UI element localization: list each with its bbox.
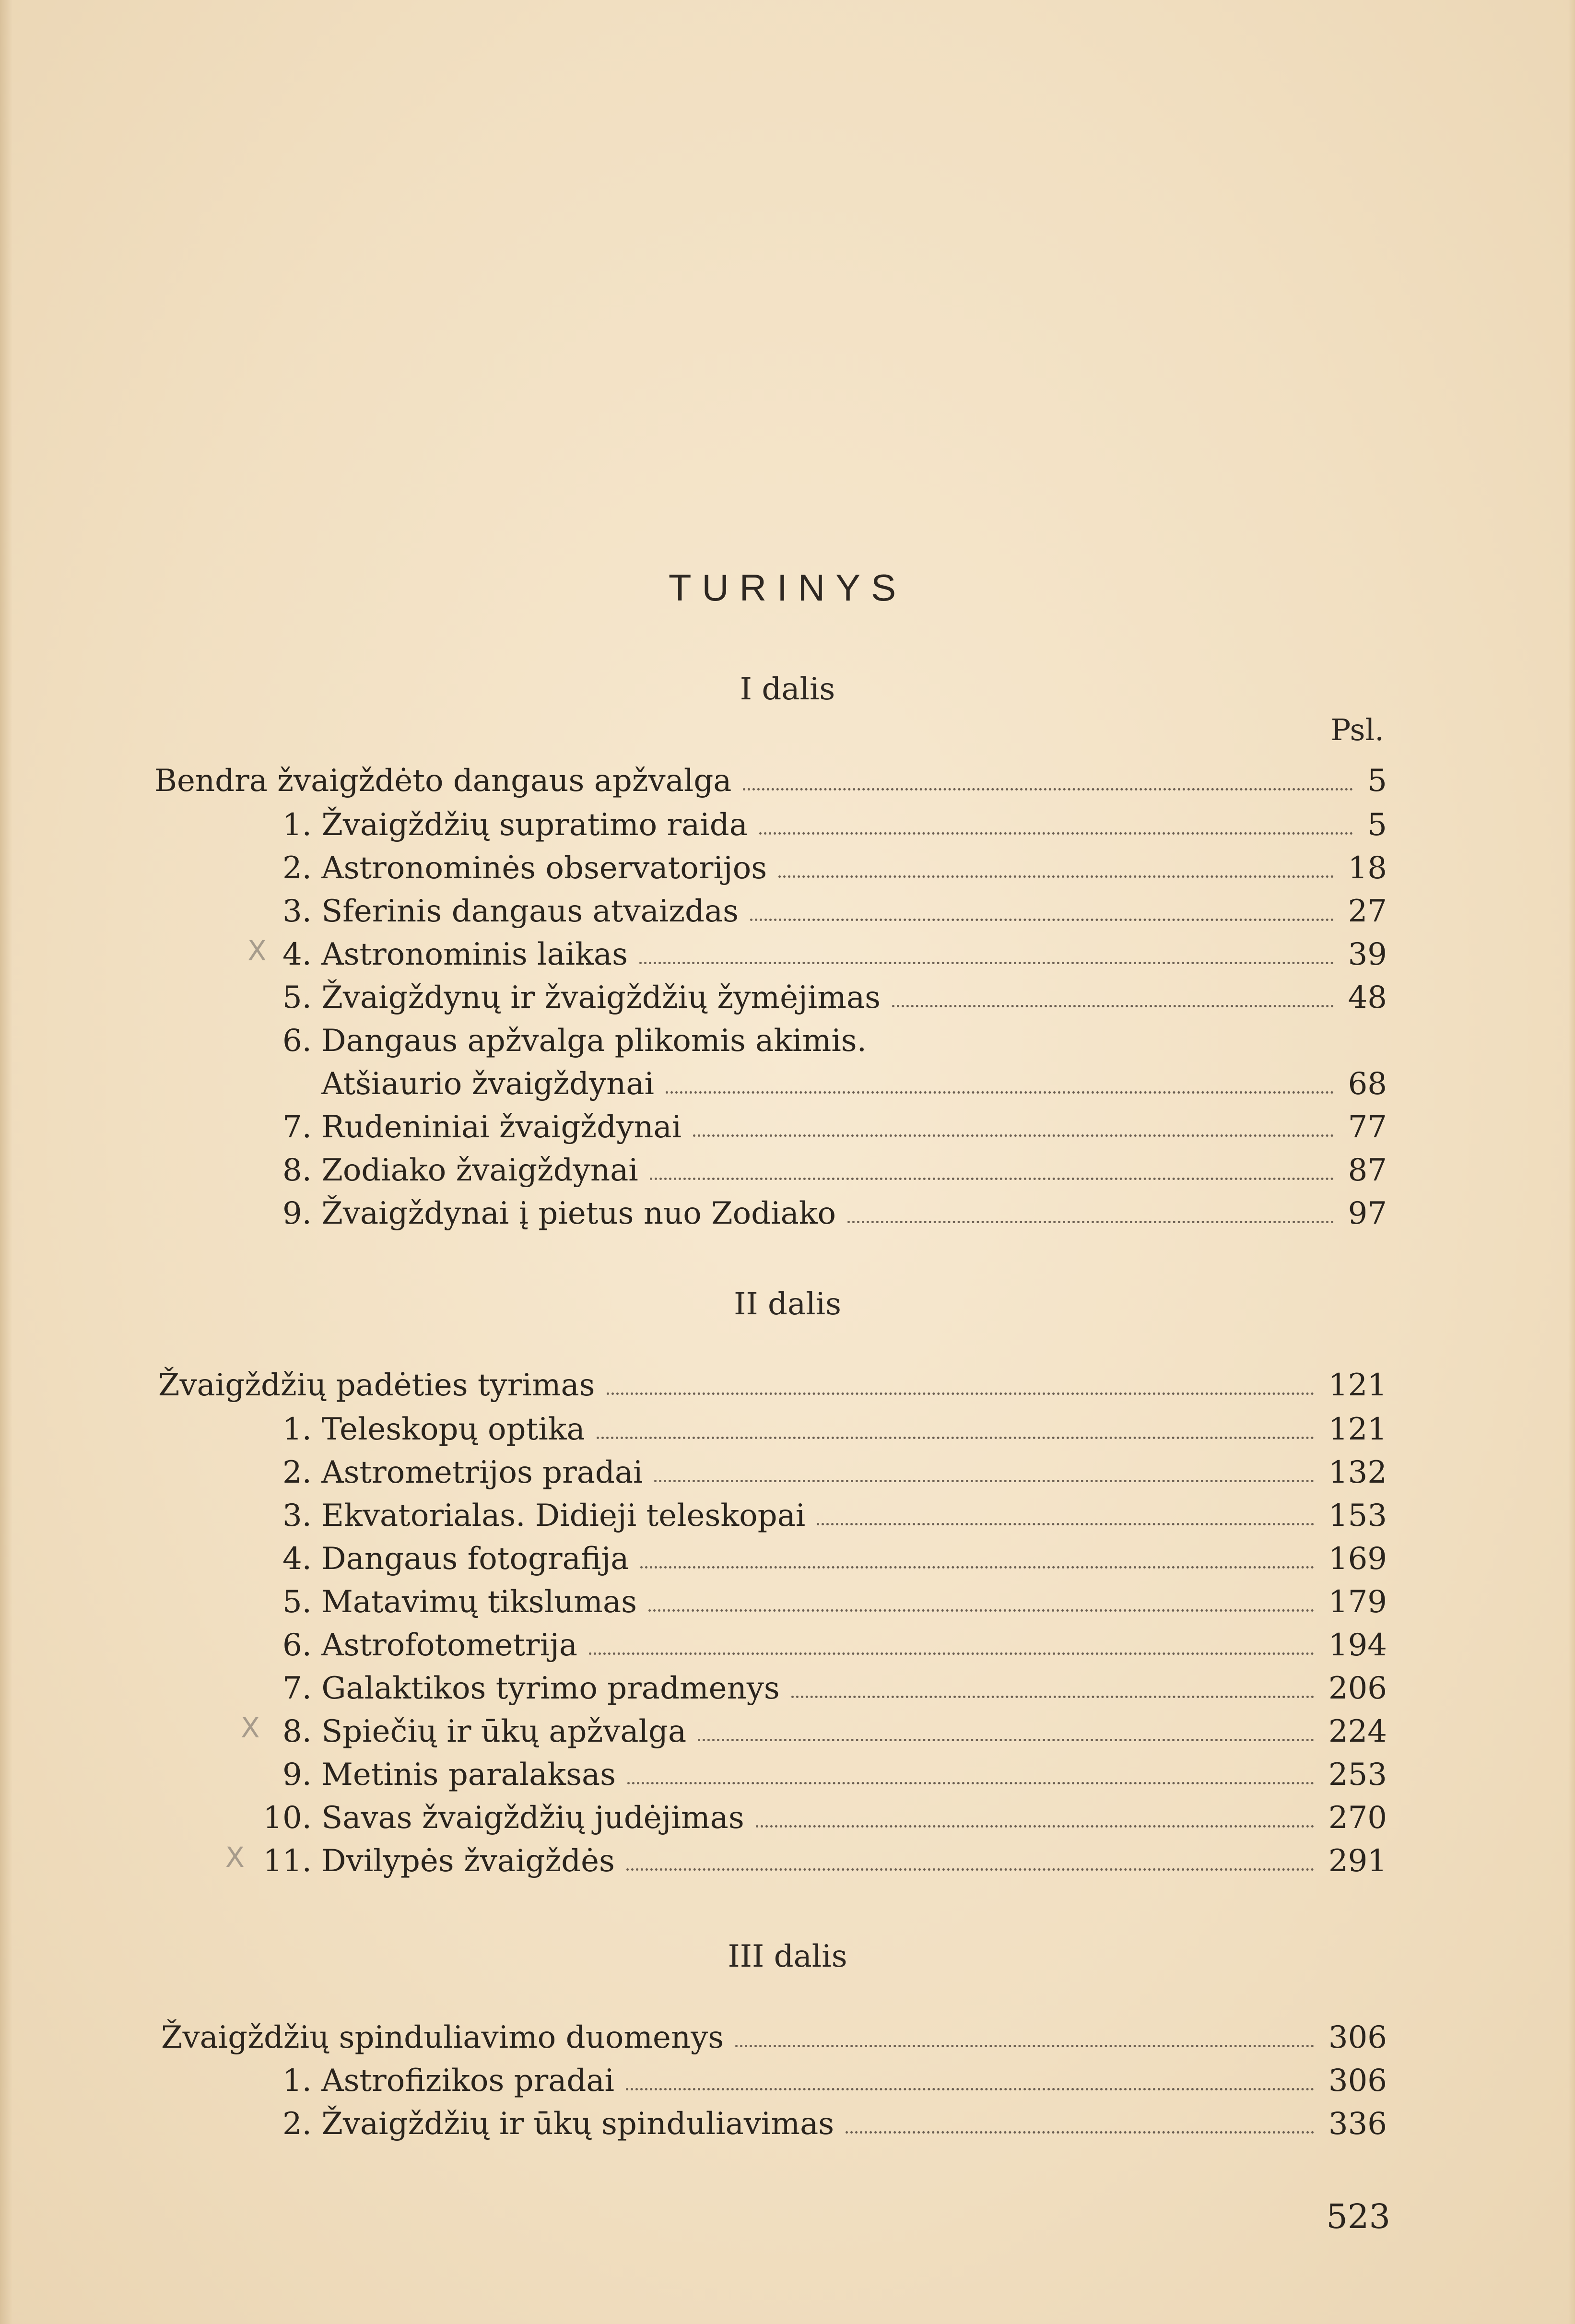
toc-page-number: 77 [1348, 1109, 1387, 1145]
toc-page-number: 194 [1328, 1628, 1387, 1663]
toc-item-number: 7. [282, 1671, 312, 1706]
toc-page-number: 121 [1328, 1412, 1387, 1447]
leader-dots [639, 962, 1334, 964]
toc-item-number: 1. [282, 807, 312, 843]
toc-item-number: 2. [282, 850, 312, 886]
toc-item-number: 3. [282, 894, 312, 929]
toc-section-title: Žvaigždžių padėties tyrimas [158, 1368, 595, 1403]
toc-item-number: 2. [282, 1455, 312, 1490]
toc-item-title: Savas žvaigždžių judėjimas [321, 1800, 744, 1836]
leader-dots [846, 2131, 1314, 2134]
leader-dots [756, 1825, 1314, 1828]
toc-item-row[interactable] [269, 845, 1387, 884]
toc-item-row[interactable] [269, 1709, 1387, 1747]
toc-item-row[interactable] [269, 1406, 1387, 1445]
toc-item-row[interactable] [269, 2058, 1387, 2099]
toc-item-title: Ekvatorialas. Didieji teleskopai [321, 1498, 806, 1534]
toc-item-number: 6. [282, 1023, 312, 1059]
toc-item-number: 1. [282, 2063, 312, 2099]
leader-dots [693, 1134, 1333, 1137]
toc-item-title: Astrofotometrija [321, 1628, 578, 1663]
toc-item-row[interactable] [269, 802, 1387, 843]
toc-page-number: 179 [1328, 1584, 1387, 1620]
toc-item-row[interactable] [269, 1450, 1387, 1488]
toc-item-title: Žvaigždžių supratimo raida [321, 807, 748, 843]
toc-page-number: 132 [1328, 1455, 1387, 1490]
leader-dots [750, 919, 1334, 921]
toc-item-title: Astronominis laikas [321, 937, 628, 972]
leader-dots [626, 1868, 1314, 1871]
toc-item-row[interactable] [269, 1191, 1387, 1229]
toc-item-row[interactable] [269, 1018, 1387, 1059]
toc-item-row[interactable] [269, 1493, 1387, 1534]
toc-item-number: 7. [282, 1109, 312, 1145]
toc-section-row[interactable] [161, 2015, 1387, 2053]
leader-dots [589, 1652, 1314, 1655]
toc-item-number: 5. [282, 1584, 312, 1620]
page-title: TURINYS [668, 566, 907, 609]
toc-item-title: Žvaigždžių ir ūkų spinduliavimas [321, 2106, 835, 2142]
toc-item-row[interactable] [269, 888, 1387, 927]
toc-item-number: 6. [282, 1628, 312, 1663]
toc-page-number: 18 [1348, 850, 1387, 886]
toc-page-number: 39 [1348, 937, 1387, 972]
toc-section-title: Bendra žvaigždėto dangaus apžvalga [154, 763, 732, 799]
toc-item-row-continuation[interactable] [269, 1061, 1387, 1102]
toc-item-row[interactable] [269, 1622, 1387, 1661]
toc-page-number: 48 [1348, 980, 1387, 1015]
pencil-x-mark: X [225, 1841, 245, 1874]
toc-page-number: 224 [1328, 1714, 1387, 1749]
toc-item-row[interactable] [269, 1104, 1387, 1143]
page-column-label: Psl. [1330, 712, 1384, 747]
leader-dots [640, 1566, 1314, 1569]
toc-item-number: 10. [263, 1800, 312, 1836]
toc-page-number: 270 [1328, 1800, 1387, 1836]
toc-item-number: 11. [263, 1843, 312, 1879]
toc-item-title: Zodiako žvaigždynai [321, 1153, 638, 1188]
pencil-x-mark: X [247, 934, 267, 967]
toc-item-title: Dvilypės žvaigždės [321, 1843, 615, 1879]
toc-item-row[interactable] [269, 975, 1387, 1013]
toc-item-row[interactable] [269, 1147, 1387, 1186]
leader-dots [597, 1437, 1314, 1439]
toc-item-title: Spiečių ir ūkų apžvalga [321, 1714, 687, 1749]
toc-item-title: Astrometrijos pradai [321, 1455, 643, 1490]
leader-dots [735, 2045, 1314, 2047]
toc-item-row[interactable] [269, 1579, 1387, 1620]
toc-item-row[interactable] [254, 1795, 1387, 1836]
page-number: 523 [1326, 2197, 1390, 2236]
part-1-heading: I dalis [740, 672, 835, 707]
part-3-heading: III dalis [728, 1939, 847, 1974]
toc-item-title: Astronominės observatorijos [321, 850, 767, 886]
toc-item-title: Rudeniniai žvaigždynai [321, 1109, 682, 1145]
toc-page-number: 306 [1328, 2063, 1387, 2099]
toc-item-number: 8. [282, 1153, 312, 1188]
leader-dots [627, 1782, 1314, 1784]
toc-item-row[interactable] [254, 1838, 1387, 1879]
toc-page-number: 206 [1328, 1671, 1387, 1706]
toc-item-number: 1. [282, 1412, 312, 1447]
leader-dots [817, 1523, 1314, 1525]
toc-item-title: Teleskopų optika [321, 1412, 585, 1447]
leader-dots [847, 1221, 1334, 1223]
leader-dots [698, 1739, 1314, 1741]
toc-page-number: 336 [1328, 2106, 1387, 2142]
toc-page-number: 27 [1348, 894, 1387, 929]
leader-dots [892, 1005, 1334, 1007]
toc-item-row[interactable] [269, 1665, 1387, 1704]
pencil-x-mark: X [241, 1711, 260, 1744]
toc-item-row[interactable] [269, 932, 1387, 970]
leader-dots [607, 1392, 1314, 1395]
toc-item-number: 8. [282, 1714, 312, 1749]
toc-item-row[interactable] [269, 1536, 1387, 1577]
page-right-edge-shadow [1568, 0, 1575, 2324]
toc-page-number: 97 [1348, 1196, 1387, 1231]
toc-page-number: 68 [1348, 1066, 1387, 1102]
toc-item-title-continued: Atšiaurio žvaigždynai [321, 1066, 654, 1102]
toc-page-number: 153 [1328, 1498, 1387, 1534]
toc-item-number: 5. [282, 980, 312, 1015]
toc-section-title: Žvaigždžių spinduliavimo duomenys [161, 2020, 724, 2055]
toc-item-title: Metinis paralaksas [321, 1757, 616, 1793]
toc-item-title: Žvaigždynų ir žvaigždžių žymėjimas [321, 980, 881, 1015]
toc-section-row[interactable] [154, 758, 1387, 799]
toc-item-title: Astrofizikos pradai [321, 2063, 614, 2099]
toc-page-number: 253 [1328, 1757, 1387, 1793]
toc-page-number: 291 [1328, 1843, 1387, 1879]
toc-page-number: 5 [1367, 807, 1387, 843]
leader-dots [791, 1696, 1314, 1698]
toc-section-row[interactable] [158, 1362, 1387, 1401]
toc-item-row[interactable] [269, 2101, 1387, 2142]
leader-dots [666, 1091, 1334, 1094]
toc-item-number: 3. [282, 1498, 312, 1534]
toc-item-title: Dangaus apžvalga plikomis akimis. [321, 1023, 867, 1059]
leader-dots [743, 788, 1353, 790]
toc-item-title: Galaktikos tyrimo pradmenys [321, 1671, 780, 1706]
leader-dots [626, 2088, 1314, 2090]
toc-item-number: 9. [282, 1757, 312, 1793]
toc-page-number: 5 [1367, 763, 1387, 799]
toc-item-number: 2. [282, 2106, 312, 2142]
toc-item-number: 9. [282, 1196, 312, 1231]
leader-dots [759, 832, 1353, 835]
toc-item-number: 4. [282, 937, 312, 972]
toc-item-title: Matavimų tikslumas [321, 1584, 637, 1620]
leader-dots [654, 1480, 1314, 1482]
toc-item-title: Žvaigždynai į pietus nuo Zodiako [321, 1196, 836, 1231]
part-2-heading: II dalis [734, 1286, 841, 1322]
toc-page-number: 169 [1328, 1541, 1387, 1577]
leader-dots [650, 1178, 1334, 1180]
leader-dots [778, 875, 1333, 878]
toc-page-number: 306 [1328, 2020, 1387, 2055]
toc-item-title: Sferinis dangaus atvaizdas [321, 894, 739, 929]
toc-item-title: Dangaus fotografija [321, 1541, 629, 1577]
page-left-edge-shadow [0, 0, 12, 2324]
leader-dots [648, 1609, 1314, 1612]
toc-item-row[interactable] [269, 1752, 1387, 1793]
toc-page-number: 121 [1328, 1368, 1387, 1403]
toc-page-number: 87 [1348, 1153, 1387, 1188]
toc-item-number: 4. [282, 1541, 312, 1577]
